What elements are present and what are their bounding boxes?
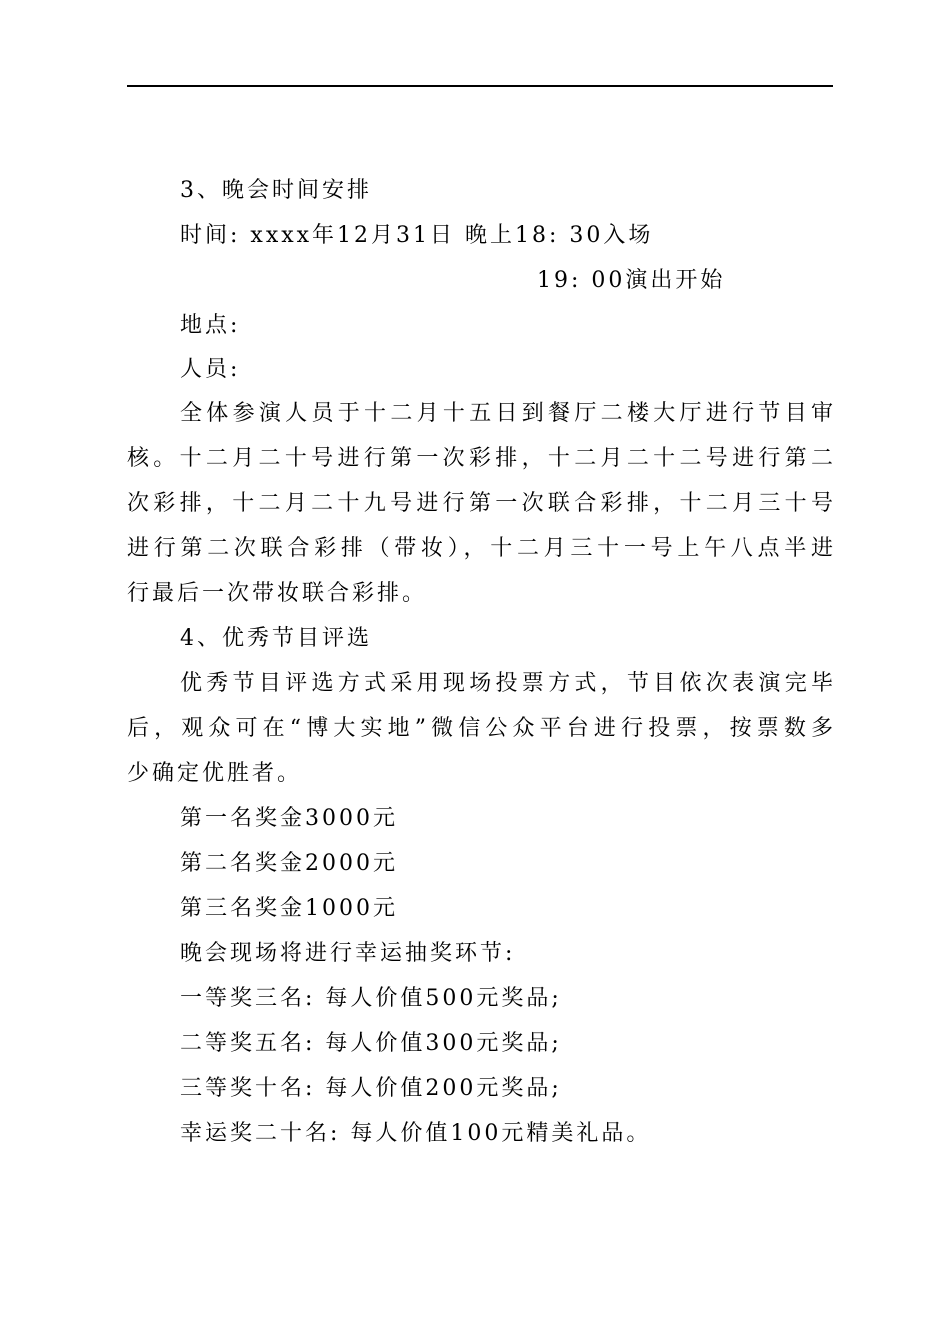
prize-second: 第二名奖金2000元 [180, 851, 398, 876]
rehearsal-line: 次彩排，十二月二十九号进行第一次联合彩排，十二月三十号 [127, 491, 833, 516]
lottery-intro: 晚会现场将进行幸运抽奖环节: [180, 941, 516, 966]
prize-first: 第一名奖金3000元 [180, 806, 398, 831]
time-line-start: 19: 00演出开始 [537, 268, 726, 293]
header-rule [127, 85, 833, 87]
selection-line: 后，观众可在“博大实地”微信公众平台进行投票，按票数多 [127, 716, 833, 741]
section-3-heading: 3、晚会时间安排 [180, 178, 372, 203]
time-line-entry: 时间: xxxx年12月31日 晚上18: 30入场 [180, 223, 654, 248]
rehearsal-line: 核。十二月二十号进行第一次彩排，十二月二十二号进行第二 [127, 446, 833, 471]
selection-line: 优秀节目评选方式采用现场投票方式，节目依次表演完毕 [180, 671, 833, 696]
location-label: 地点: [180, 313, 241, 338]
lottery-prize-first: 一等奖三名: 每人价值500元奖品; [180, 986, 562, 1011]
lottery-prize-second: 二等奖五名: 每人价值300元奖品; [180, 1031, 562, 1056]
rehearsal-line: 全体参演人员于十二月十五日到餐厅二楼大厅进行节目审 [180, 401, 833, 426]
rehearsal-line: 行最后一次带妆联合彩排。 [127, 581, 428, 606]
people-label: 人员: [180, 357, 241, 382]
lottery-prize-lucky: 幸运奖二十名: 每人价值100元精美礼品。 [180, 1121, 652, 1146]
selection-line: 少确定优胜者。 [127, 761, 303, 786]
prize-third: 第三名奖金1000元 [180, 896, 398, 921]
rehearsal-line: 进行第二次联合彩排（带妆），十二月三十一号上午八点半进 [127, 536, 833, 561]
lottery-prize-third: 三等奖十名: 每人价值200元奖品; [180, 1076, 562, 1101]
section-4-heading: 4、优秀节目评选 [180, 626, 372, 651]
